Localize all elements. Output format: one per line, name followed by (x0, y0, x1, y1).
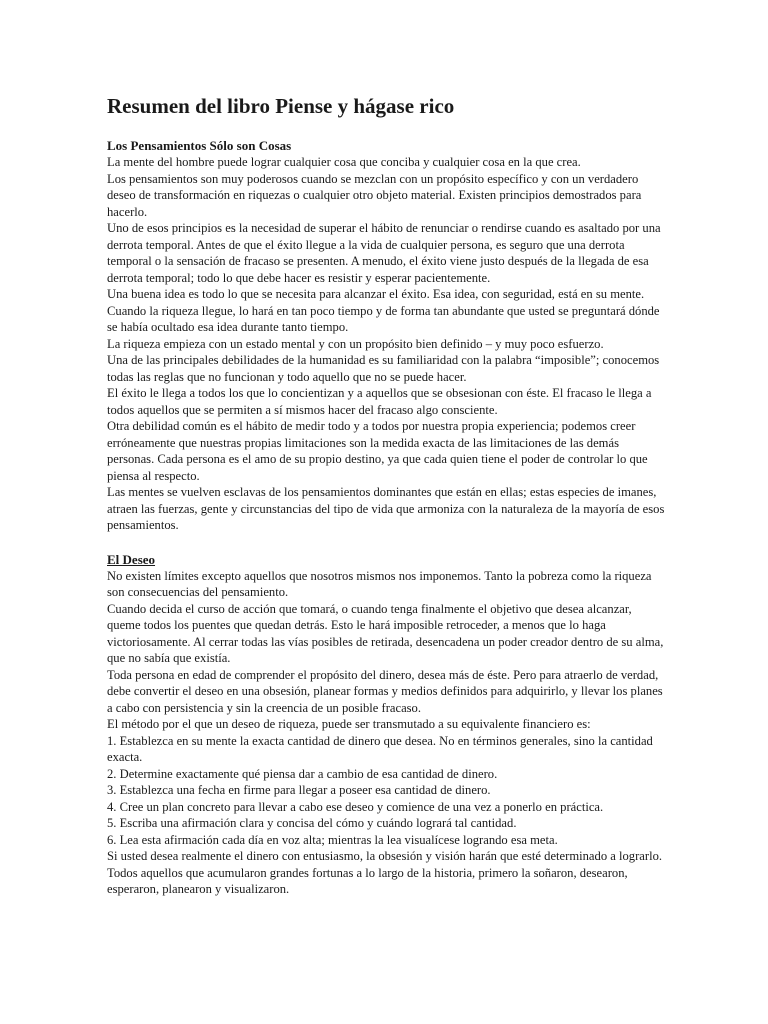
paragraph: La mente del hombre puede lograr cualquier cosa que conciba y cualquier cosa en la que crea. (107, 155, 581, 169)
paragraph: Si usted desea realmente el dinero con entusiasmo, la obsesión y visión harán que esté determinado a lograrlo. Todos aquellos que acumularon grandes fortunas a lo largo de la historia, primero la soñaron, desearon, esperaron, planearon y visualizaron. (107, 849, 663, 896)
paragraph: Uno de esos principios es la necesidad de superar el hábito de renunciar o rendirse cuando es asaltado por una derrota temporal. Antes de que el éxito llegue a la vida de cualquier persona, es seguro que una derrota temporal o la sensación de fracaso se presenten. A menudo, el éxito viene justo después de la llegada de esa derrota temporal; todo lo que debe hacer es resistir y esperar pacientemente. (107, 221, 661, 285)
paragraph: El método por el que un deseo de riqueza, puede ser transmutado a su equivalente financiero es: (107, 717, 591, 731)
paragraph: Las mentes se vuelven esclavas de los pensamientos dominantes que están en ellas; estas especies de imanes, atraen las fuerzas, gente y circunstancias del tipo de vida que armoniza con la naturaleza de la mayoría de esos pensamientos. (107, 485, 665, 532)
list-item: 5. Escriba una afirmación clara y concisa del cómo y cuándo logrará tal cantidad. (107, 816, 517, 830)
paragraph: Una de las principales debilidades de la humanidad es su familiaridad con la palabra “imposible”; conocemos todas las reglas que no funcionan y todo aquello que no se puede hacer. (107, 353, 660, 384)
list-item: 1. Establezca en su mente la exacta cantidad de dinero que desea. No en términos generales, sino la cantidad exacta. (107, 733, 653, 764)
list-item: 3. Establezca una fecha en firme para llegar a poseer esa cantidad de dinero. (107, 783, 491, 797)
paragraph: Cuando decida el curso de acción que tomará, o cuando tenga finalmente el objetivo que desea alcanzar, queme todos los puentes que quedan detrás. Esto le hará imposible retroceder, a menos que lo haga victoriosamente. Al cerrar todas las vías posibles de retirada, desencadena un poder creador dentro de su alma, que no sabía que existía. (107, 601, 664, 665)
document-title: Resumen del libro Piense y hágase rico (107, 94, 455, 118)
list-item: 6. Lea esta afirmación cada día en voz alta; mientras la lea visualícese logrando esa meta. (107, 832, 558, 847)
paragraph: El éxito le llega a todos los que lo concientizan y a aquellos que se obsesionan con éste. El fracaso le llega a todos aquellos que se permiten a sí mismos hacer del fracaso algo consciente. (107, 386, 652, 417)
section-pensamientos (107, 137, 667, 534)
section-heading: Los Pensamientos Sólo son Cosas (107, 138, 292, 153)
paragraph: Otra debilidad común es el hábito de medir todo y a todos por nuestra propia experiencia; podemos creer erróneamente que nuestras propias limitaciones son la medida exacta de las limitaciones de las demás personas. Cada persona es el amo de su propio destino, ya que cada quien tiene el poder de controlar lo que piensa al respecto. (107, 419, 648, 483)
list-item: 2. Determine exactamente qué piensa dar a cambio de esa cantidad de dinero. (107, 766, 498, 781)
paragraph: No existen límites excepto aquellos que nosotros mismos nos imponemos. Tanto la pobreza como la riqueza son consecuencias del pensamiento. (107, 568, 652, 599)
paragraph: La riqueza empieza con un estado mental y con un propósito bien definido – y muy poco esfuerzo. (107, 336, 604, 351)
paragraph: Una buena idea es todo lo que se necesita para alcanzar el éxito. Esa idea, con seguridad, está en su mente. Cuando la riqueza llegue, lo hará en tan poco tiempo y de forma tan abundante que usted se preguntará dónde se había ocultado esa idea durante tanto tiempo. (107, 287, 660, 334)
document-page (107, 93, 667, 915)
section-heading: El Deseo (107, 551, 156, 567)
paragraph: Toda persona en edad de comprender el propósito del dinero, desea más de éste. Pero para atraerlo de verdad, debe convertir el deseo en una obsesión, planear formas y medios definidos para adquirirlo, y llevar los planes a cabo con persistencia y sin la creencia de un posible fracaso. (107, 667, 663, 715)
list-item: 4. Cree un plan concreto para llevar a cabo ese deseo y comience de una vez a ponerlo en práctica. (107, 799, 604, 814)
paragraph: Los pensamientos son muy poderosos cuando se mezclan con un propósito específico y con un verdadero deseo de transformación en riquezas o cualquier otro objeto material. Existen principios demostrados para hacerlo. (107, 171, 642, 219)
section-deseo (107, 551, 667, 898)
